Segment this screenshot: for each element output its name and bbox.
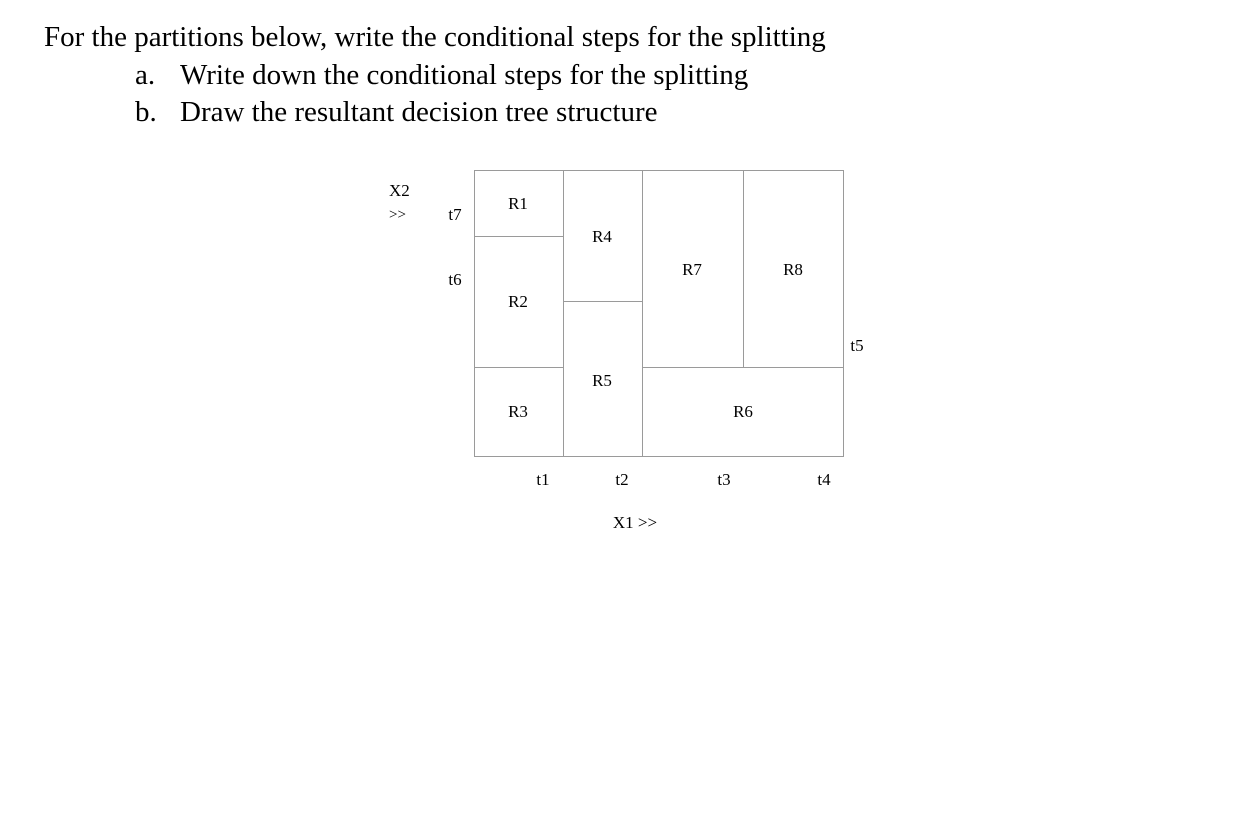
outer-top-border [474,170,844,171]
region-r2: R2 [508,292,528,311]
sub-item-a-text: Write down the conditional steps for the splitting [180,59,749,91]
threshold-t3: t3 [717,470,731,489]
threshold-t6: t6 [448,270,462,289]
split-line-t7 [474,236,564,237]
outer-bottom-border [474,456,844,457]
sub-item-a-marker: a. [135,59,156,91]
sub-item-b-marker: b. [135,96,157,128]
threshold-t1: t1 [536,470,550,489]
split-line-r4-r5 [563,301,643,302]
region-r3: R3 [508,402,528,421]
region-r1: R1 [508,194,528,213]
threshold-t7: t7 [448,205,462,224]
sub-item-b-text: Draw the resultant decision tree structure [180,96,658,128]
y-axis-label: X2 [389,181,410,200]
threshold-t2: t2 [615,470,629,489]
y-axis-arrows: >> [389,207,406,223]
threshold-t4: t4 [817,470,831,489]
split-line-t5 [642,367,844,368]
split-line-t3 [743,170,744,367]
region-r4: R4 [592,227,612,246]
split-line-t6 [474,367,564,368]
outer-left-border [474,170,475,457]
region-r8: R8 [783,260,803,279]
question-prompt: For the partitions below, write the conditional steps for the splitting [44,21,826,53]
region-r5: R5 [592,371,612,390]
partition-diagram [380,160,900,550]
x-axis-label: X1 >> [612,513,658,532]
split-line-t1 [563,170,564,457]
outer-right-border [843,170,844,457]
region-r6: R6 [733,402,753,421]
split-line-t2 [642,170,643,457]
threshold-t5: t5 [850,336,864,355]
region-r7: R7 [682,260,702,279]
